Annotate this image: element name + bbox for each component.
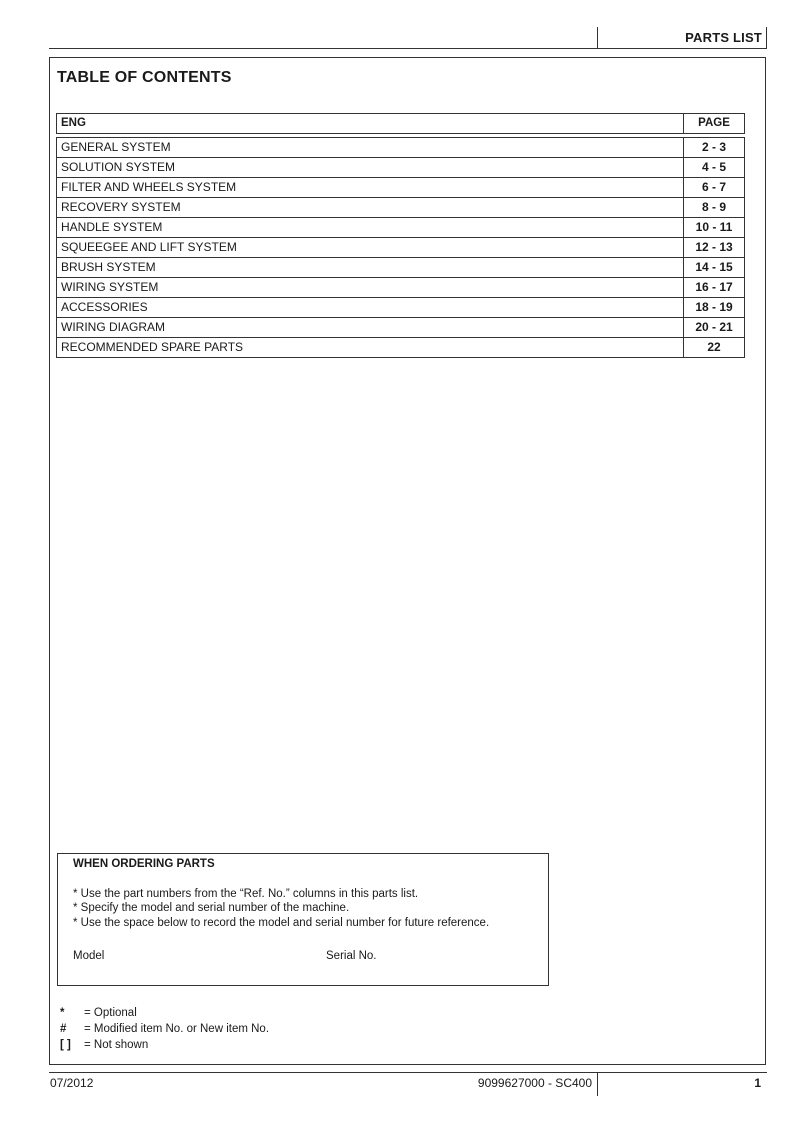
toc-row[interactable] bbox=[57, 278, 745, 298]
document-type-title: PARTS LIST bbox=[685, 30, 762, 45]
footer-divider bbox=[597, 1072, 598, 1096]
toc-row[interactable] bbox=[57, 218, 745, 238]
toc-column-page: PAGE bbox=[684, 114, 745, 134]
page-number: 1 bbox=[754, 1076, 761, 1090]
legend-symbol-modified: # bbox=[60, 1023, 67, 1035]
header-divider bbox=[597, 27, 598, 49]
toc-row-page: 6 - 7 bbox=[684, 178, 745, 198]
legend-text-not-shown: = Not shown bbox=[84, 1039, 149, 1051]
footer-document-number: 9099627000 - SC400 bbox=[477, 1076, 592, 1090]
toc-row-page: 8 - 9 bbox=[684, 198, 745, 218]
toc-row-page: 10 - 11 bbox=[684, 218, 745, 238]
toc-row-page: 20 - 21 bbox=[684, 318, 745, 338]
toc-row-page: 12 - 13 bbox=[684, 238, 745, 258]
toc-row[interactable] bbox=[57, 338, 745, 358]
footer-rule bbox=[49, 1072, 767, 1073]
toc-row-label: BRUSH SYSTEM bbox=[57, 258, 684, 278]
header-divider-right bbox=[766, 27, 767, 49]
toc-row-label: WIRING SYSTEM bbox=[57, 278, 684, 298]
header-rule bbox=[49, 48, 767, 49]
toc-table bbox=[56, 113, 745, 358]
toc-row[interactable] bbox=[57, 158, 745, 178]
page-title: TABLE OF CONTENTS bbox=[57, 69, 232, 86]
toc-column-section: ENG bbox=[57, 114, 684, 134]
toc-row-label: SOLUTION SYSTEM bbox=[57, 158, 684, 178]
ordering-instruction: * Use the part numbers from the “Ref. No.” columns in this parts list. bbox=[73, 888, 419, 900]
toc-row-page: 16 - 17 bbox=[684, 278, 745, 298]
toc-row[interactable] bbox=[57, 258, 745, 278]
footer-date: 07/2012 bbox=[50, 1076, 94, 1090]
toc-row-page: 22 bbox=[684, 338, 745, 358]
toc-row[interactable] bbox=[57, 298, 745, 318]
legend-text-modified: = Modified item No. or New item No. bbox=[84, 1023, 270, 1035]
toc-row-label: SQUEEGEE AND LIFT SYSTEM bbox=[57, 238, 684, 258]
toc-row[interactable] bbox=[57, 198, 745, 218]
toc-row-label: GENERAL SYSTEM bbox=[57, 138, 684, 158]
toc-row-label: FILTER AND WHEELS SYSTEM bbox=[57, 178, 684, 198]
toc-row[interactable] bbox=[57, 138, 745, 158]
toc-row-page: 14 - 15 bbox=[684, 258, 745, 278]
toc-row-label: HANDLE SYSTEM bbox=[57, 218, 684, 238]
serial-number-label: Serial No. bbox=[326, 950, 377, 962]
ordering-instruction: * Use the space below to record the model and serial number for future reference. bbox=[73, 917, 490, 929]
model-label: Model bbox=[73, 950, 105, 962]
ordering-instruction: * Specify the model and serial number of the machine. bbox=[73, 902, 350, 914]
toc-row-label: WIRING DIAGRAM bbox=[57, 318, 684, 338]
toc-row-label: RECOMMENDED SPARE PARTS bbox=[57, 338, 684, 358]
legend-text-optional: = Optional bbox=[84, 1007, 137, 1019]
toc-row[interactable] bbox=[57, 318, 745, 338]
legend-symbol-optional: * bbox=[60, 1007, 65, 1019]
legend-symbol-not-shown: [ ] bbox=[60, 1039, 71, 1051]
toc-row-label: RECOVERY SYSTEM bbox=[57, 198, 684, 218]
toc-row-page: 2 - 3 bbox=[684, 138, 745, 158]
toc-row[interactable] bbox=[57, 238, 745, 258]
ordering-title: WHEN ORDERING PARTS bbox=[73, 858, 215, 870]
toc-row[interactable] bbox=[57, 178, 745, 198]
toc-header-row bbox=[57, 114, 745, 134]
toc-row-page: 18 - 19 bbox=[684, 298, 745, 318]
toc-row-label: ACCESSORIES bbox=[57, 298, 684, 318]
toc-row-page: 4 - 5 bbox=[684, 158, 745, 178]
